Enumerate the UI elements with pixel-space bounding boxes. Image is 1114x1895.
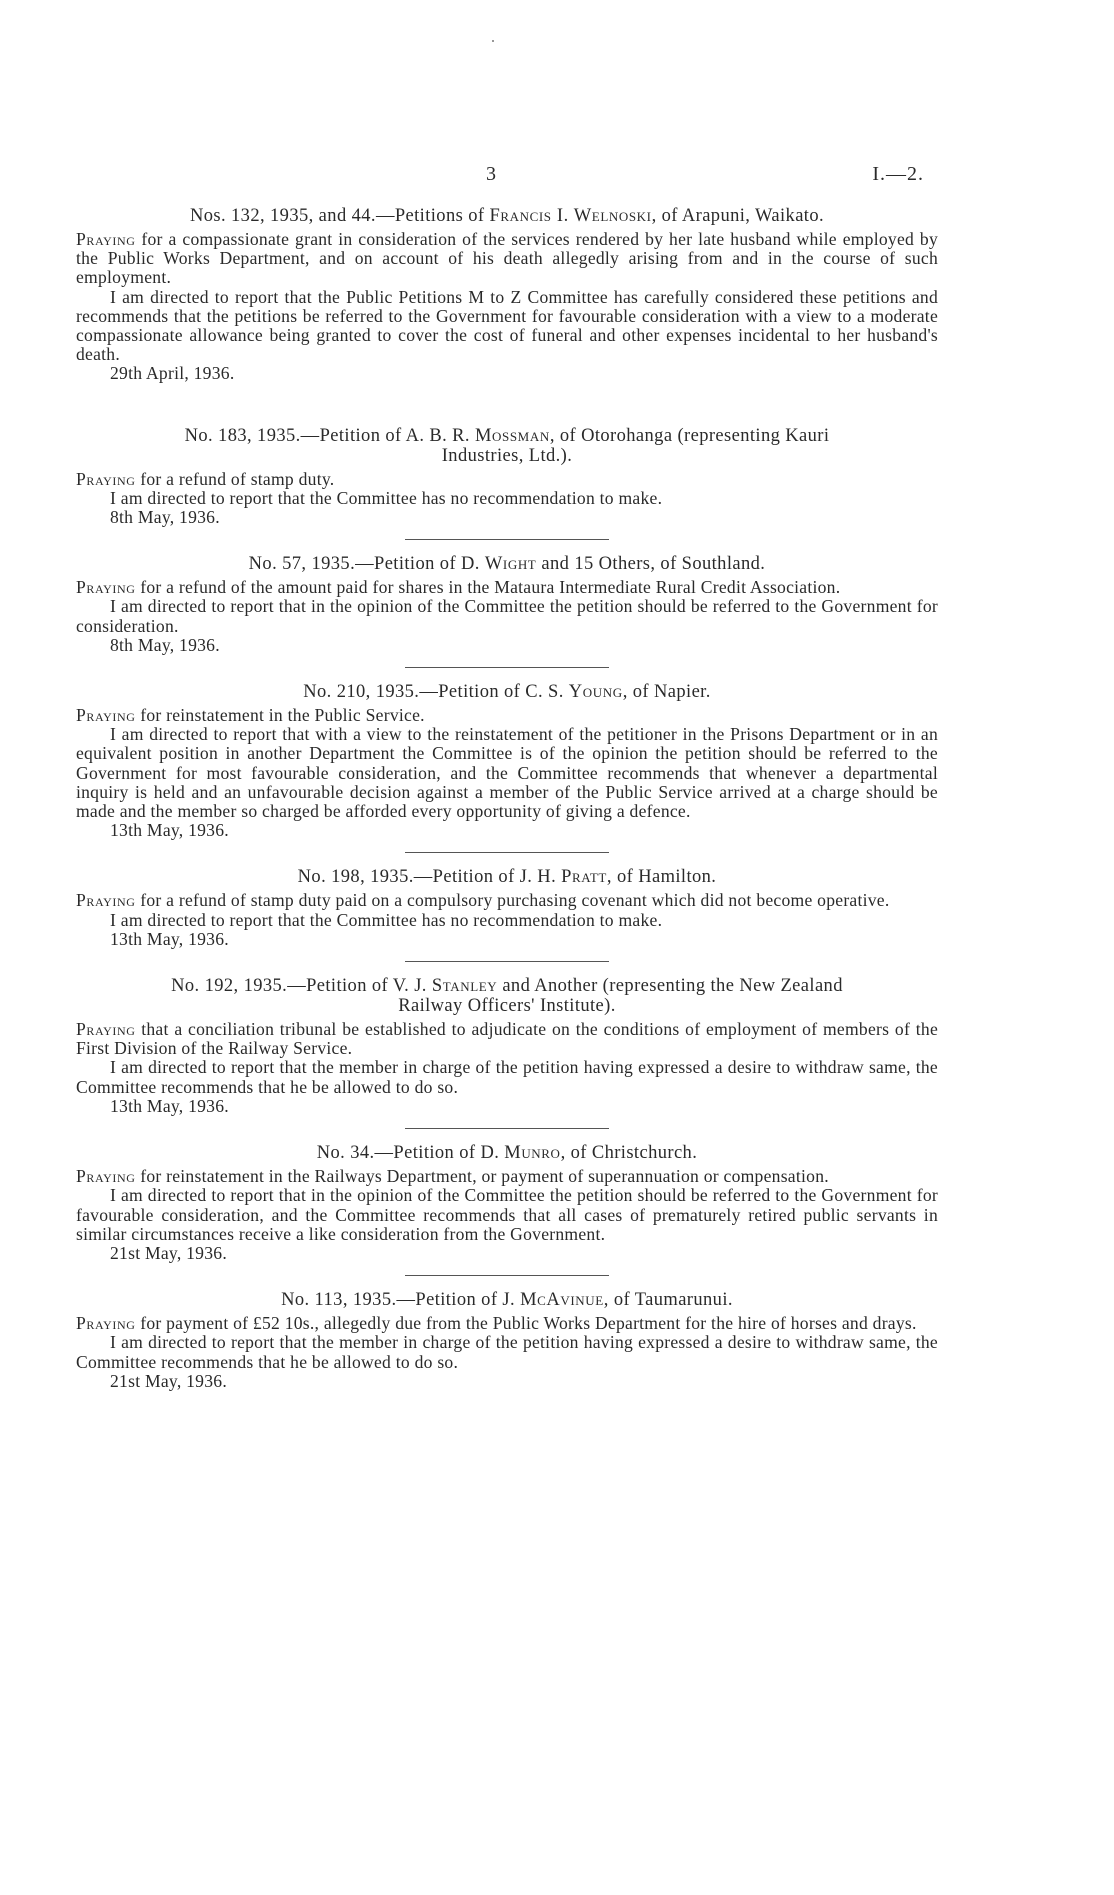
- heading-text: No. 34.—Petition of D.: [316, 1143, 505, 1164]
- praying-paragraph: [76, 891, 938, 910]
- petition-heading: [76, 426, 938, 466]
- scan-speck: [492, 40, 494, 42]
- section-divider: [405, 539, 609, 540]
- heading-text: , of Hamilton.: [606, 867, 717, 888]
- section-divider: [405, 1275, 609, 1276]
- petition-date: 8th May, 1936.: [110, 634, 220, 655]
- petition-date: 13th May, 1936.: [110, 820, 229, 841]
- praying-paragraph: [76, 1314, 938, 1333]
- praying-paragraph: [76, 470, 938, 489]
- praying-paragraph: [76, 1167, 938, 1186]
- petition-date: 29th April, 1936.: [110, 363, 235, 384]
- petition-heading: [76, 867, 938, 887]
- praying-paragraph: [76, 706, 938, 725]
- heading-text: No. 198, 1935.—Petition of J. H.: [297, 867, 562, 888]
- praying-text: for a refund of stamp duty paid on a compulsory purchasing covenant which did not become operative.: [135, 890, 890, 911]
- petition-date: 13th May, 1936.: [110, 928, 229, 949]
- heading-text: , of Arapuni, Waikato.: [651, 206, 825, 226]
- praying-word: Praying: [76, 577, 136, 598]
- praying-text: for a compassionate grant in consideration of the services rendered by her late husband while employed by the Public Works Department, and on account of his death allegedly arising from and in the course of such employment.: [76, 229, 938, 288]
- petition-entry: [76, 1143, 938, 1263]
- heading-text: No. 192, 1935.—Petition of V. J.: [171, 976, 432, 997]
- praying-text: for a refund of the amount paid for shares in the Mataura Intermediate Rural Credit Association.: [135, 577, 841, 598]
- report-paragraph: I am directed to report that the Committee has no recommendation to make.: [110, 487, 663, 508]
- heading-text: No. 57, 1935.—Petition of D.: [248, 554, 485, 575]
- praying-word: Praying: [76, 1166, 136, 1187]
- petition-date: 13th May, 1936.: [110, 1095, 229, 1116]
- heading-text: No. 210, 1935.—Petition of C. S.: [303, 682, 569, 703]
- heading-text: No. 113, 1935.—Petition of J.: [281, 1290, 521, 1311]
- section-divider: [405, 667, 609, 668]
- praying-word: Praying: [76, 890, 136, 911]
- section-gap: [76, 384, 938, 426]
- report-paragraph: I am directed to report that the member in charge of the petition having expressed a desire to withdraw same, the Committee recommends that he be allowed to do so.: [76, 1332, 938, 1372]
- page-reference: I.—2.: [872, 163, 924, 185]
- petition-entry: [76, 426, 938, 528]
- praying-paragraph: [76, 578, 938, 597]
- report-paragraph: I am directed to report that in the opinion of the Committee the petition should be referred to the Government for favourable consideration, and the Committee recommends that all cases of prematurely retired public servants in similar circumstances receive a like consideration from the Government.: [76, 1185, 938, 1244]
- heading-line2: Industries, Ltd.).: [441, 445, 573, 466]
- report-paragraph: I am directed to report that the Committee has no recommendation to make.: [110, 909, 663, 930]
- heading-text: , of Taumarunui.: [603, 1290, 733, 1311]
- section-divider: [405, 852, 609, 853]
- report-paragraph: I am directed to report that in the opinion of the Committee the petition should be referred to the Government for consideration.: [76, 596, 938, 636]
- petitioner-name: Pratt: [561, 867, 607, 888]
- heading-text: and Another (representing the New Zealand: [497, 976, 843, 997]
- petitioner-name: Stanley: [431, 976, 498, 997]
- heading-text: , of Otorohanga (representing Kauri: [549, 425, 830, 446]
- report-paragraph: I am directed to report that the Public Petitions M to Z Committee has carefully considered these petitions and recommends that the petitions be referred to the Government for favourable consideration with a view to a moderate compassionate allowance being granted to cover the cost of funeral and other expenses incidental to her husband's death.: [76, 286, 938, 365]
- petitioner-name: Mossman: [474, 425, 550, 446]
- report-paragraph: I am directed to report that with a view to the reinstatement of the petitioner in the Prisons Department or in an equivalent position in another Department the Committee is of the opinion the petition should be referred to the Government for most favourable consideration, and the Committee recommends that whenever a departmental inquiry is held and an unfavourable decision against a member of the Public Service arrived at a charge should be made and the member so charged be afforded every opportunity of giving a defence.: [76, 724, 938, 822]
- praying-paragraph: [76, 1020, 938, 1058]
- praying-word: Praying: [76, 705, 136, 726]
- petitioner-name: McAvinue: [520, 1290, 604, 1311]
- praying-word: Praying: [76, 1019, 136, 1040]
- petition-heading: [76, 682, 938, 702]
- praying-text: for a refund of stamp duty.: [135, 468, 335, 489]
- petition-heading: [76, 1143, 938, 1163]
- petition-date: 8th May, 1936.: [110, 507, 220, 528]
- petition-date: 21st May, 1936.: [110, 1242, 227, 1263]
- praying-text: for reinstatement in the Railways Department, or payment of superannuation or compensation.: [135, 1166, 829, 1187]
- petitioner-name: Wight: [484, 554, 537, 575]
- praying-text: for reinstatement in the Public Service.: [135, 705, 425, 726]
- praying-text: that a conciliation tribunal be established to adjudicate on the conditions of employment of members of the First Division of the Railway Service.: [76, 1019, 938, 1059]
- petition-entry: [76, 976, 938, 1116]
- praying-word: Praying: [76, 229, 136, 249]
- page-number: 3: [486, 163, 497, 185]
- heading-text: and 15 Others, of Southland.: [536, 554, 766, 575]
- report-paragraph: I am directed to report that the member in charge of the petition having expressed a desire to withdraw same, the Committee recommends that he be allowed to do so.: [76, 1057, 938, 1097]
- praying-word: Praying: [76, 468, 136, 489]
- heading-text: No. 183, 1935.—Petition of A. B. R.: [184, 425, 475, 446]
- petition-heading: [76, 206, 938, 226]
- petitioner-name: Munro: [504, 1143, 561, 1164]
- section-divider: [405, 961, 609, 962]
- praying-text: for payment of £52 10s., allegedly due from the Public Works Department for the hire of horses and drays.: [135, 1313, 917, 1334]
- petition-date: 21st May, 1936.: [110, 1370, 227, 1391]
- petition-heading: [76, 976, 938, 1016]
- petitioner-name: Young: [568, 682, 623, 703]
- petitioner-name: Francis I. Welnoski: [489, 206, 652, 226]
- petitions-content: [76, 206, 938, 1391]
- heading-text: , of Christchurch.: [560, 1143, 698, 1164]
- petition-entry: [76, 554, 938, 655]
- petition-entry: [76, 1290, 938, 1391]
- section-divider: [405, 1128, 609, 1129]
- petition-heading: [76, 554, 938, 574]
- heading-line2: Railway Officers' Institute).: [398, 996, 616, 1017]
- heading-text: , of Napier.: [622, 682, 711, 703]
- petition-entry: [76, 682, 938, 840]
- praying-paragraph: [76, 230, 938, 288]
- praying-word: Praying: [76, 1313, 136, 1334]
- petition-entry: [76, 206, 938, 384]
- heading-text: Nos. 132, 1935, and 44.—Petitions of: [189, 206, 490, 226]
- petition-heading: [76, 1290, 938, 1310]
- petition-entry: [76, 867, 938, 949]
